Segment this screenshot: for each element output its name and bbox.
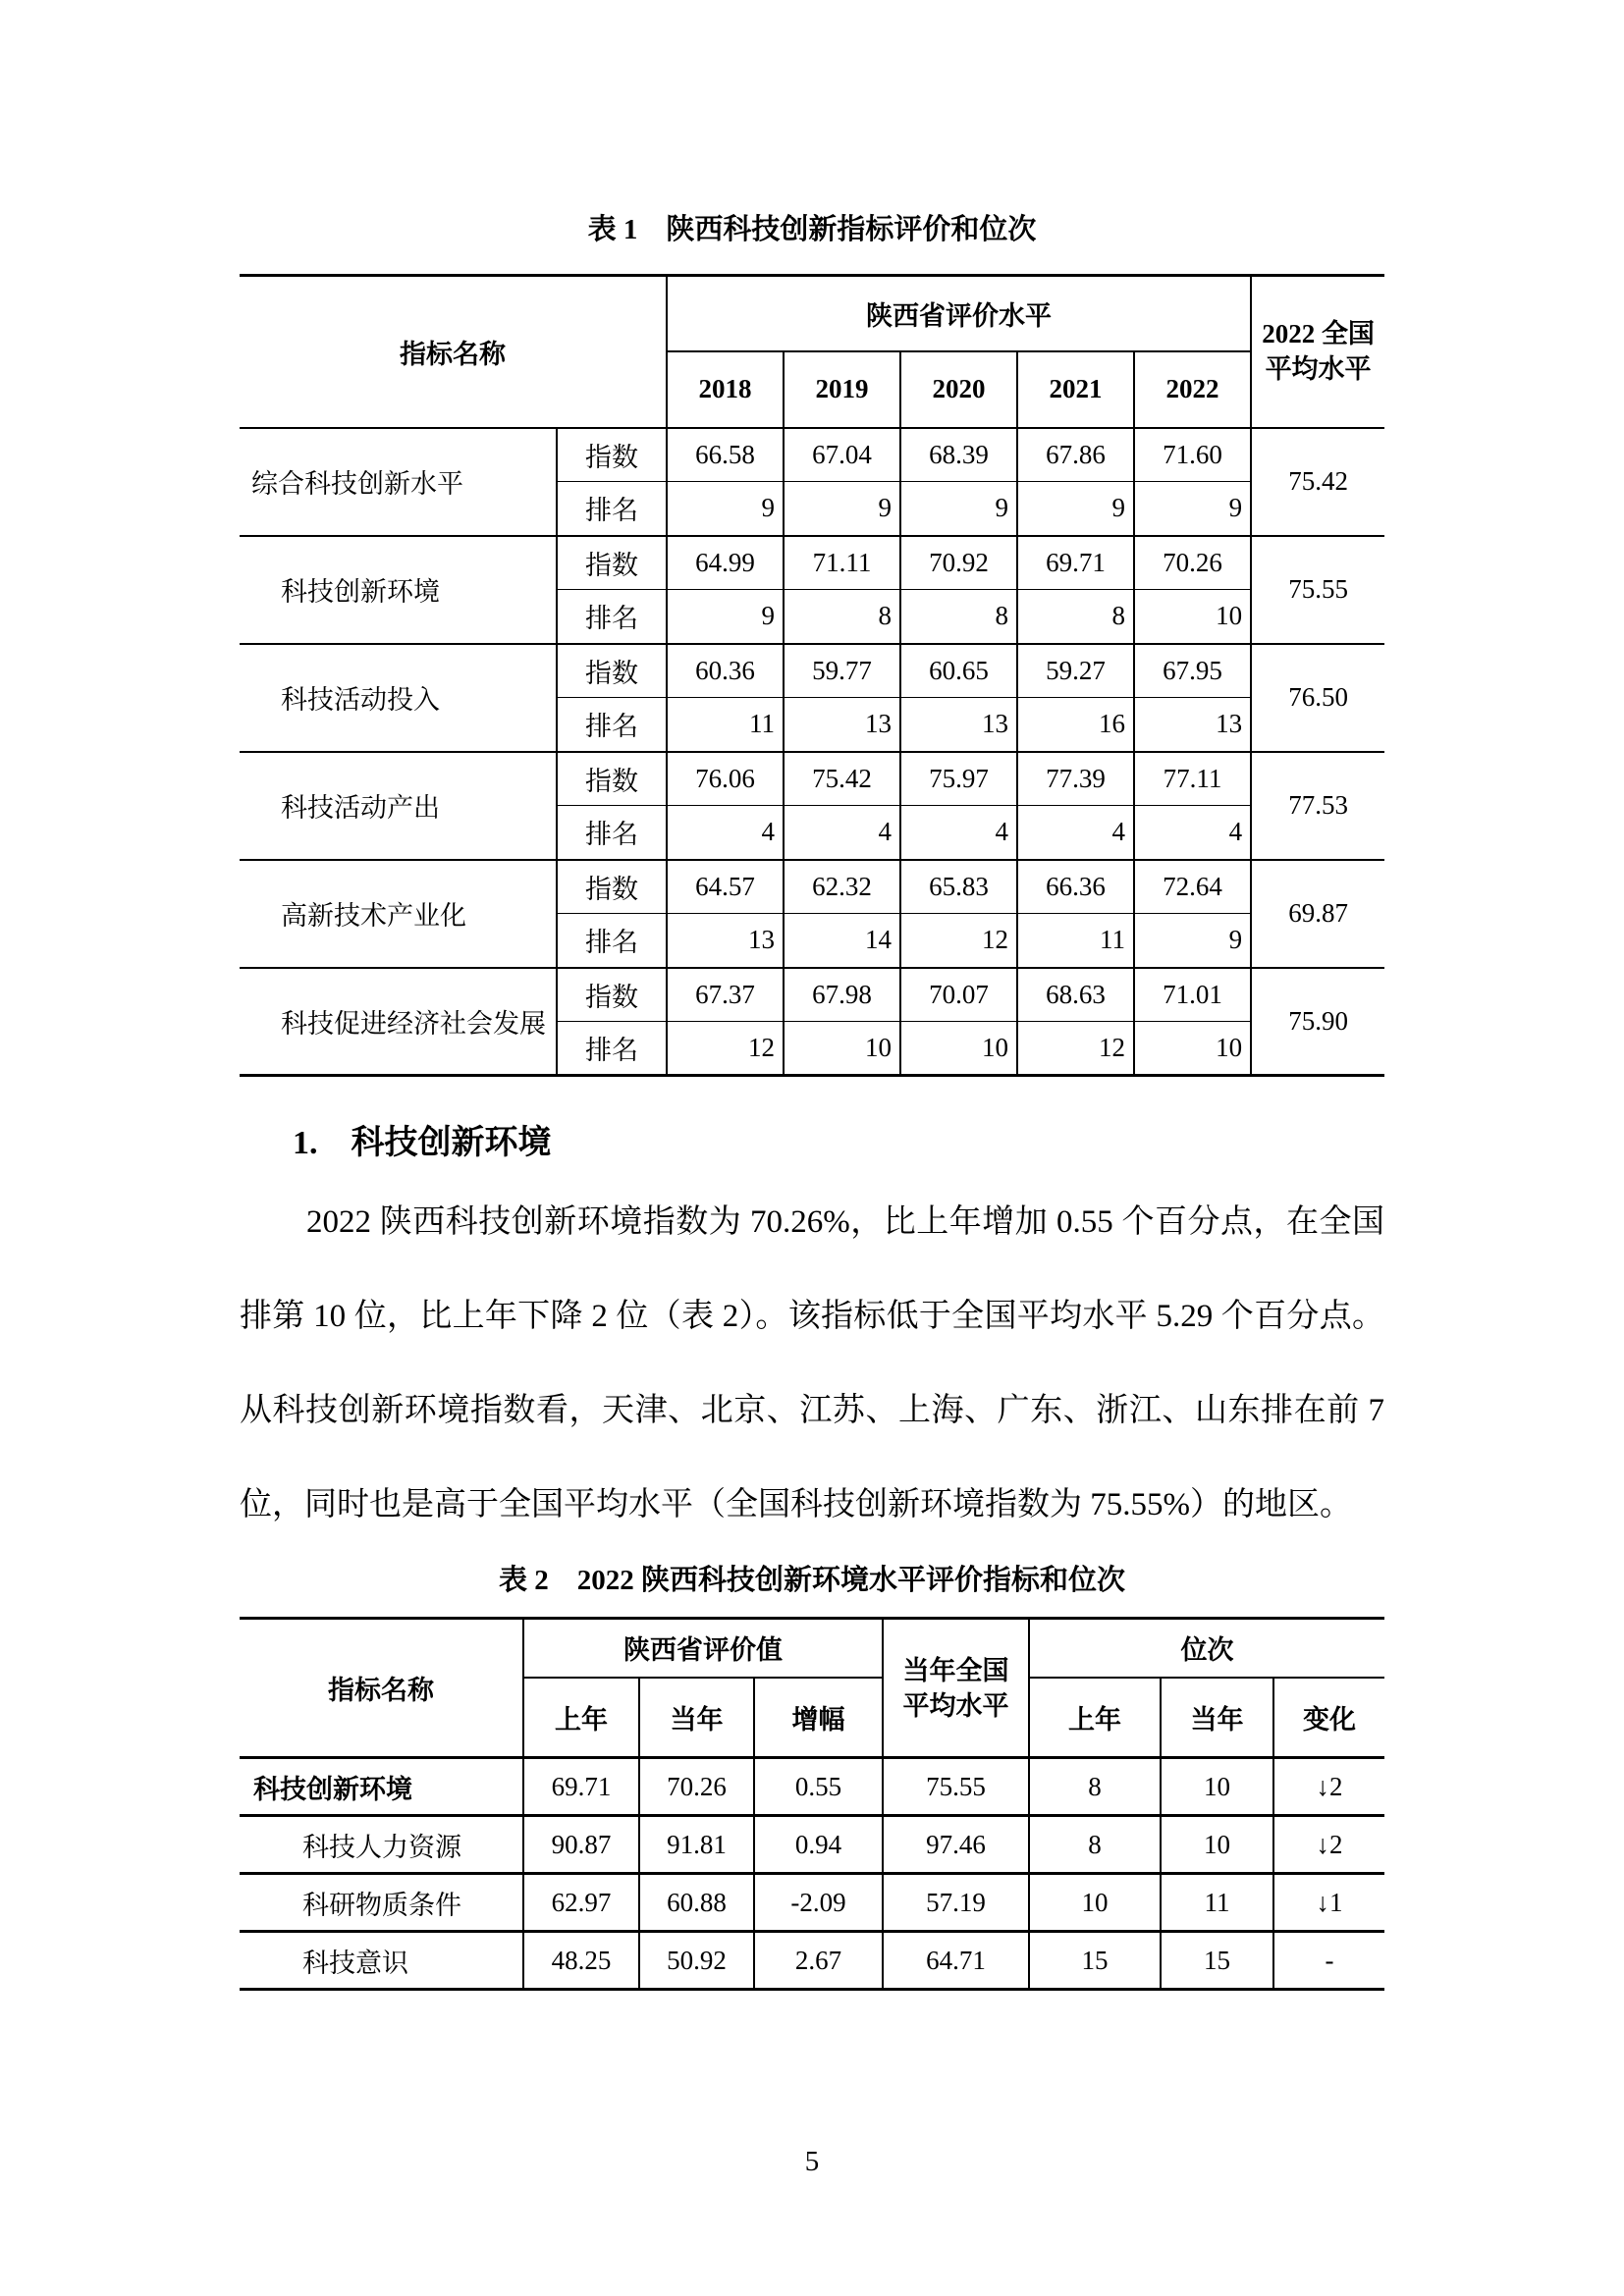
- rank-sublabel-cell: 排名: [557, 1022, 667, 1076]
- indicator-name-cell: 科技促进经济社会发展: [240, 968, 557, 1076]
- table2-row: [240, 1932, 1384, 1990]
- rank-prev-cell: 15: [1029, 1932, 1161, 1990]
- index-value-cell: 67.04: [784, 428, 900, 482]
- index-value-cell: 77.11: [1134, 752, 1251, 806]
- table2-shaanxi-group-header: 陕西省评价值: [523, 1619, 883, 1678]
- index-value-cell: 67.98: [784, 968, 900, 1022]
- rank-value-cell: 12: [900, 914, 1017, 968]
- rank-value-cell: 4: [1134, 806, 1251, 860]
- table1-header: [240, 276, 1384, 428]
- indicator-name-cell: 科技活动投入: [240, 644, 557, 752]
- rank-sublabel-cell: 排名: [557, 806, 667, 860]
- table2-col-header-curr: 当年: [639, 1678, 754, 1758]
- delta-value-cell: -2.09: [754, 1874, 883, 1932]
- table2-title: 表 2 2022 陕西科技创新环境水平评价指标和位次: [498, 1565, 1125, 1596]
- index-value-cell: 59.77: [784, 644, 900, 698]
- table1-group-header: 陕西省评价水平: [667, 276, 1251, 351]
- index-value-cell: 62.32: [784, 860, 900, 914]
- table1-index-row: [240, 644, 1384, 698]
- index-value-cell: 68.39: [900, 428, 1017, 482]
- index-value-cell: 64.99: [667, 536, 784, 590]
- rank-value-cell: 10: [1134, 590, 1251, 644]
- index-sublabel-cell: 指数: [557, 968, 667, 1022]
- table1-year-header: 2020: [900, 351, 1017, 428]
- table2-col-header-delta: 增幅: [754, 1678, 883, 1758]
- table1-body: [240, 428, 1384, 1076]
- rank-value-cell: 16: [1017, 698, 1134, 752]
- rank-sublabel-cell: 排名: [557, 590, 667, 644]
- index-sublabel-cell: 指数: [557, 536, 667, 590]
- rank-change-cell: ↓1: [1273, 1874, 1384, 1932]
- index-value-cell: 71.01: [1134, 968, 1251, 1022]
- table1-index-row: [240, 968, 1384, 1022]
- rank-value-cell: 4: [667, 806, 784, 860]
- table1-year-header: 2022: [1134, 351, 1251, 428]
- index-value-cell: 65.83: [900, 860, 1017, 914]
- national-average-cell: 64.71: [883, 1932, 1029, 1990]
- table2-rank-group-header: 位次: [1029, 1619, 1384, 1678]
- table1-index-row: [240, 536, 1384, 590]
- rank-value-cell: 8: [784, 590, 900, 644]
- rank-value-cell: 4: [1017, 806, 1134, 860]
- index-value-cell: 60.36: [667, 644, 784, 698]
- rank-curr-cell: 10: [1161, 1758, 1273, 1816]
- index-value-cell: 71.60: [1134, 428, 1251, 482]
- rank-change-cell: ↓2: [1273, 1816, 1384, 1874]
- table1-year-header: 2021: [1017, 351, 1134, 428]
- index-sublabel-cell: 指数: [557, 860, 667, 914]
- index-value-cell: 68.63: [1017, 968, 1134, 1022]
- prev-value-cell: 69.71: [523, 1758, 639, 1816]
- index-value-cell: 69.71: [1017, 536, 1134, 590]
- table2-national-header: [883, 1619, 1029, 1758]
- table2-body: [240, 1758, 1384, 1990]
- index-value-cell: 71.11: [784, 536, 900, 590]
- national-average-cell: 57.19: [883, 1874, 1029, 1932]
- rank-value-cell: 11: [1017, 914, 1134, 968]
- index-value-cell: 70.92: [900, 536, 1017, 590]
- national-average-cell: 75.42: [1251, 428, 1384, 536]
- national-average-cell: 75.55: [883, 1758, 1029, 1816]
- index-sublabel-cell: 指数: [557, 428, 667, 482]
- table1-year-header: 2018: [667, 351, 784, 428]
- rank-curr-cell: 11: [1161, 1874, 1273, 1932]
- indicator-name-cell: 科技创新环境: [240, 536, 557, 644]
- rank-curr-cell: 10: [1161, 1816, 1273, 1874]
- national-average-cell: 97.46: [883, 1816, 1029, 1874]
- index-value-cell: 70.26: [1134, 536, 1251, 590]
- index-value-cell: 67.86: [1017, 428, 1134, 482]
- prev-value-cell: 62.97: [523, 1874, 639, 1932]
- table2-col-header-prev: 上年: [523, 1678, 639, 1758]
- rank-value-cell: 10: [1134, 1022, 1251, 1076]
- rank-sublabel-cell: 排名: [557, 482, 667, 536]
- index-value-cell: 75.97: [900, 752, 1017, 806]
- rank-value-cell: 8: [900, 590, 1017, 644]
- page-number: 5: [804, 2146, 820, 2177]
- rank-sublabel-cell: 排名: [557, 914, 667, 968]
- national-average-cell: 75.90: [1251, 968, 1384, 1076]
- rank-value-cell: 12: [1017, 1022, 1134, 1076]
- table2-national-header-line1: 当年全国: [902, 1655, 1009, 1685]
- index-value-cell: 64.57: [667, 860, 784, 914]
- national-average-cell: 75.55: [1251, 536, 1384, 644]
- table2-col-header-rank-prev: 上年: [1029, 1678, 1161, 1758]
- rank-change-cell: -: [1273, 1932, 1384, 1990]
- rank-value-cell: 14: [784, 914, 900, 968]
- curr-value-cell: 70.26: [639, 1758, 754, 1816]
- rank-sublabel-cell: 排名: [557, 698, 667, 752]
- index-sublabel-cell: 指数: [557, 644, 667, 698]
- table2-row: [240, 1758, 1384, 1816]
- rank-value-cell: 13: [1134, 698, 1251, 752]
- indicator-name-cell: 科技创新环境: [240, 1758, 523, 1816]
- rank-value-cell: 9: [667, 482, 784, 536]
- table2: [240, 1617, 1384, 1991]
- index-value-cell: 66.36: [1017, 860, 1134, 914]
- table2-indicator-header: 指标名称: [240, 1619, 523, 1758]
- rank-value-cell: 4: [784, 806, 900, 860]
- indicator-name-cell: 高新技术产业化: [240, 860, 557, 968]
- index-value-cell: 59.27: [1017, 644, 1134, 698]
- rank-value-cell: 13: [900, 698, 1017, 752]
- rank-value-cell: 9: [900, 482, 1017, 536]
- rank-value-cell: 9: [1134, 482, 1251, 536]
- index-value-cell: 76.06: [667, 752, 784, 806]
- table1-national-header-line2: 平均水平: [1265, 354, 1372, 385]
- rank-value-cell: 4: [900, 806, 1017, 860]
- rank-change-cell: ↓2: [1273, 1758, 1384, 1816]
- national-average-cell: 77.53: [1251, 752, 1384, 860]
- table1-year-header: 2019: [784, 351, 900, 428]
- index-value-cell: 75.42: [784, 752, 900, 806]
- table2-header: [240, 1619, 1384, 1758]
- index-value-cell: 72.64: [1134, 860, 1251, 914]
- curr-value-cell: 50.92: [639, 1932, 754, 1990]
- delta-value-cell: 0.94: [754, 1816, 883, 1874]
- prev-value-cell: 90.87: [523, 1816, 639, 1874]
- table1-national-header: [1251, 276, 1384, 428]
- index-value-cell: 77.39: [1017, 752, 1134, 806]
- section-paragraph: 2022 陕西科技创新环境指数为 70.26%，比上年增加 0.55 个百分点，在全国排第 10 位，比上年下降 2 位（表 2）。该指标低于全国平均水平 5.29 个百分点。从科技创新环境指数看，天津、北京、江苏、上海、广东、浙江、山东排在前 7 位，同时也是高于全国平均水平（全国科技创新环境指数为 75.55%）的地区。: [240, 1204, 1385, 1522]
- index-sublabel-cell: 指数: [557, 752, 667, 806]
- delta-value-cell: 2.67: [754, 1932, 883, 1990]
- table2-national-header-line2: 平均水平: [902, 1690, 1009, 1721]
- rank-prev-cell: 10: [1029, 1874, 1161, 1932]
- rank-value-cell: 13: [667, 914, 784, 968]
- table1-index-row: [240, 752, 1384, 806]
- rank-value-cell: 9: [1017, 482, 1134, 536]
- index-value-cell: 60.65: [900, 644, 1017, 698]
- indicator-name-cell: 科技活动产出: [240, 752, 557, 860]
- section-heading: 1. 科技创新环境: [293, 1125, 552, 1161]
- index-value-cell: 66.58: [667, 428, 784, 482]
- rank-value-cell: 10: [900, 1022, 1017, 1076]
- table1-national-header-line1: 2022 全国: [1262, 319, 1375, 349]
- rank-value-cell: 9: [667, 590, 784, 644]
- prev-value-cell: 48.25: [523, 1932, 639, 1990]
- rank-value-cell: 9: [1134, 914, 1251, 968]
- table1-indicator-header: 指标名称: [240, 276, 667, 428]
- national-average-cell: 76.50: [1251, 644, 1384, 752]
- indicator-name-cell: 综合科技创新水平: [240, 428, 557, 536]
- rank-value-cell: 11: [667, 698, 784, 752]
- index-value-cell: 67.37: [667, 968, 784, 1022]
- delta-value-cell: 0.55: [754, 1758, 883, 1816]
- table1-index-row: [240, 428, 1384, 482]
- table1-title: 表 1 陕西科技创新指标评价和位次: [587, 214, 1037, 245]
- indicator-name-cell: 科研物质条件: [240, 1874, 523, 1932]
- rank-value-cell: 13: [784, 698, 900, 752]
- index-value-cell: 67.95: [1134, 644, 1251, 698]
- table2-row: [240, 1874, 1384, 1932]
- table1-index-row: [240, 860, 1384, 914]
- index-value-cell: 70.07: [900, 968, 1017, 1022]
- rank-curr-cell: 15: [1161, 1932, 1273, 1990]
- indicator-name-cell: 科技意识: [240, 1932, 523, 1990]
- rank-prev-cell: 8: [1029, 1758, 1161, 1816]
- rank-prev-cell: 8: [1029, 1816, 1161, 1874]
- rank-value-cell: 12: [667, 1022, 784, 1076]
- rank-value-cell: 9: [784, 482, 900, 536]
- curr-value-cell: 60.88: [639, 1874, 754, 1932]
- rank-value-cell: 10: [784, 1022, 900, 1076]
- page-content: [0, 209, 1624, 1991]
- national-average-cell: 69.87: [1251, 860, 1384, 968]
- rank-value-cell: 8: [1017, 590, 1134, 644]
- indicator-name-cell: 科技人力资源: [240, 1816, 523, 1874]
- table1: [240, 274, 1384, 1077]
- table2-col-header-rank-curr: 当年: [1161, 1678, 1273, 1758]
- table2-col-header-change: 变化: [1273, 1678, 1384, 1758]
- table2-row: [240, 1816, 1384, 1874]
- curr-value-cell: 91.81: [639, 1816, 754, 1874]
